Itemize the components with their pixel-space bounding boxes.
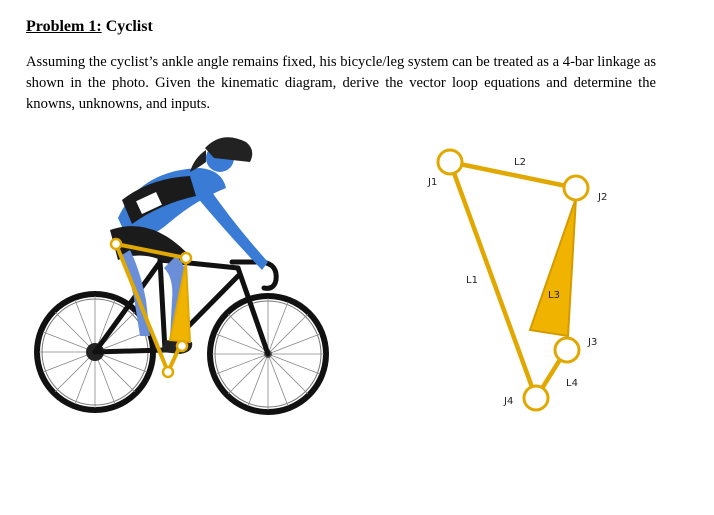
- label-L4: L4: [566, 378, 578, 389]
- problem-statement: Assuming the cyclist’s ankle angle remains fixed, his bicycle/leg system can be treated as a 4-bar linkage as shown in the photo. Given the kinematic diagram, derive the vector loop equations and determine the knowns, unknowns, and inputs.: [26, 54, 656, 112]
- link-L2: [450, 162, 576, 188]
- problem-label: Problem 1:: [26, 18, 102, 35]
- link-L3: [530, 198, 576, 336]
- label-L3: L3: [548, 290, 560, 301]
- joint-J4: [524, 386, 548, 410]
- link-L1: [450, 162, 536, 398]
- label-J3: J3: [588, 337, 598, 348]
- problem-title: Cyclist: [105, 18, 153, 35]
- joint-J1: [438, 150, 462, 174]
- label-J1: J1: [428, 177, 438, 188]
- label-L2: L2: [514, 157, 526, 168]
- joint-J2: [564, 176, 588, 200]
- label-J4: J4: [504, 396, 514, 407]
- joint-J3: [555, 338, 579, 362]
- label-L1: L1: [466, 275, 478, 286]
- label-J2: J2: [598, 192, 608, 203]
